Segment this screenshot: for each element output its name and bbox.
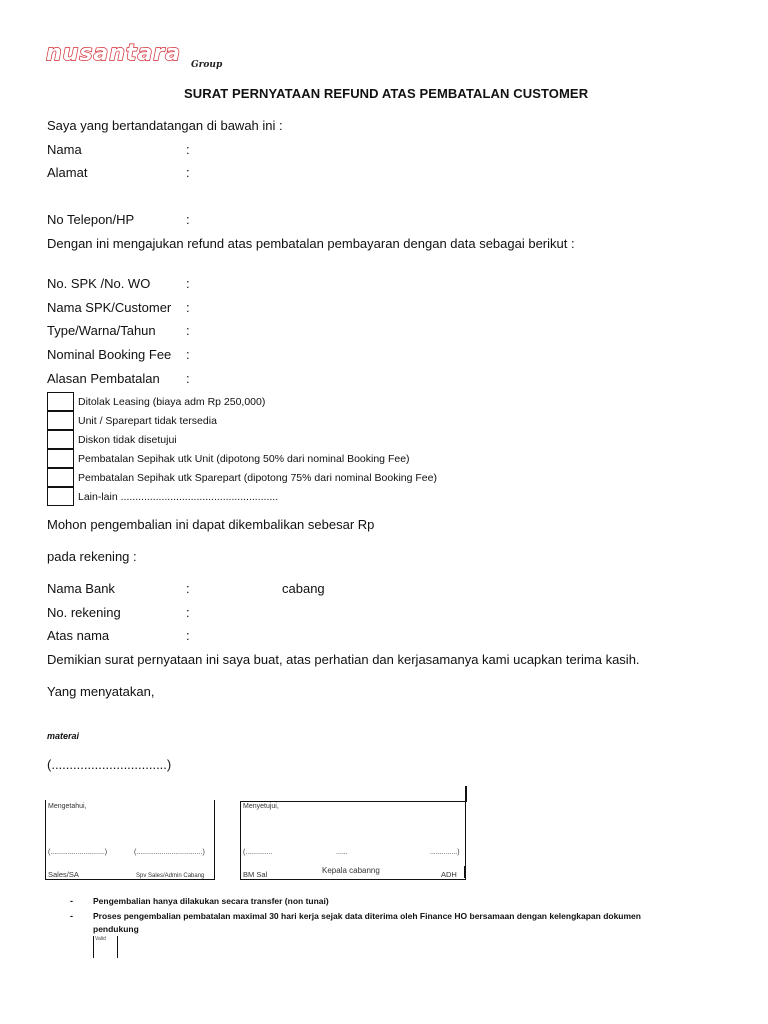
field-label-type: Type/Warna/Tahun [47,323,156,338]
signature-placeholder: (............................) [48,849,108,856]
field-label-bank: Nama Bank [47,581,115,596]
field-label-booking-fee: Nominal Booking Fee [47,347,172,362]
reason-label: Pembatalan Sepihak utk Sparepart (dipotong 75% dari nominal Booking Fee) [78,472,437,484]
stamp-label: materai [47,731,80,741]
reason-label: Pembatalan Sepihak utk Unit (dipotong 50% dari nominal Booking Fee) [78,453,410,465]
closing-text: Demikian surat pernyataan ini saya buat, atas perhatian dan kerjasamanya kami ucapkan terima kasih. [47,652,640,667]
field-label-alasan: Alasan Pembatalan [47,371,160,386]
note-item-continued: pendukung [93,924,139,934]
field-label-telepon: No Telepon/HP [47,212,135,227]
note-item: Proses pengembalian pembatalan maximal 30 hari kerja sejak data diterima oleh Finance HO bersamaan dengan kelengkapan dokumen [93,911,641,921]
reason-label: Unit / Sparepart tidak tersedia [78,415,217,427]
note-item: Pengembalian hanya dilakukan secara transfer (non tunai) [93,896,329,906]
branch-label: cabang [282,581,325,596]
request-text: Dengan ini mengajukan refund atas pembatalan pembayaran dengan data sebagai berikut : [47,236,575,251]
note-bullet: - [70,896,73,906]
intro-text: Saya yang bertandatangan di bawah ini : [47,118,283,133]
field-colon: : [186,165,190,180]
field-colon: : [186,605,190,620]
field-row [47,165,447,181]
reason-checkbox-sepihak-unit[interactable] [47,449,74,468]
signature-line: (................................) [47,757,172,772]
field-label-atas-nama: Atas nama [47,628,110,643]
field-row [47,142,447,158]
reason-checkbox-unit[interactable] [47,411,74,430]
company-logo [46,41,181,66]
field-colon: : [186,347,190,362]
field-row [47,323,447,339]
approval-box-known [45,800,215,880]
field-row [47,371,447,387]
role-label: Spv Sales/Admin Cabang [136,873,205,879]
approval-heading-approved: Menyetujui, [243,803,279,810]
field-row [47,300,447,316]
field-colon: : [186,212,190,227]
field-label-rekening: No. rekening [47,605,121,620]
field-row [47,605,447,621]
field-row [47,628,447,644]
valid-label: Valid [95,936,106,942]
role-label: ADH [441,870,457,879]
declarer-label: Yang menyatakan, [47,684,155,699]
reason-checkbox-lain[interactable] [47,487,74,506]
account-text: pada rekening : [47,549,137,564]
approval-box-corner [465,786,467,802]
field-colon: : [186,628,190,643]
field-label-spk: No. SPK /No. WO [47,276,151,291]
note-bullet: - [70,911,73,921]
reason-checkbox-diskon[interactable] [47,430,74,449]
signature-placeholder: ..............) [430,849,460,856]
field-colon: : [186,300,190,315]
field-row [47,347,447,363]
role-label: Sales/SA [48,870,79,879]
approval-box-tick [464,866,466,878]
field-label-customer: Nama SPK/Customer [47,300,172,315]
document-title: SURAT PERNYATAAN REFUND ATAS PEMBATALAN CUSTOMER [184,86,589,101]
logo-wordmark: nusantara [46,41,181,66]
refund-text: Mohon pengembalian ini dapat dikembalikan sebesar Rp [47,517,375,532]
approval-heading-known: Mengetahui, [48,803,87,810]
signature-placeholder: (..................................) [134,849,205,856]
reason-checkbox-sepihak-sparepart[interactable] [47,468,74,487]
reason-label: Ditolak Leasing (biaya adm Rp 250,000) [78,396,266,408]
role-label: BM Sal [243,870,268,879]
field-colon: : [186,371,190,386]
field-row [47,581,447,597]
reason-label: Lain-lain ...................................................... [78,491,279,503]
signature-placeholder: ...... [336,849,348,856]
reason-checkbox-leasing[interactable] [47,392,74,411]
field-row [47,212,447,228]
field-row [47,276,447,292]
field-colon: : [186,323,190,338]
signature-placeholder: (.............. [243,849,273,856]
field-label-alamat: Alamat [47,165,88,180]
field-colon: : [186,142,190,157]
role-label: Kepala cabanng [322,866,380,875]
reason-label: Diskon tidak disetujui [78,434,177,446]
logo-subtitle: Group [191,60,223,70]
field-colon: : [186,581,190,596]
field-colon: : [186,276,190,291]
field-label-nama: Nama [47,142,82,157]
